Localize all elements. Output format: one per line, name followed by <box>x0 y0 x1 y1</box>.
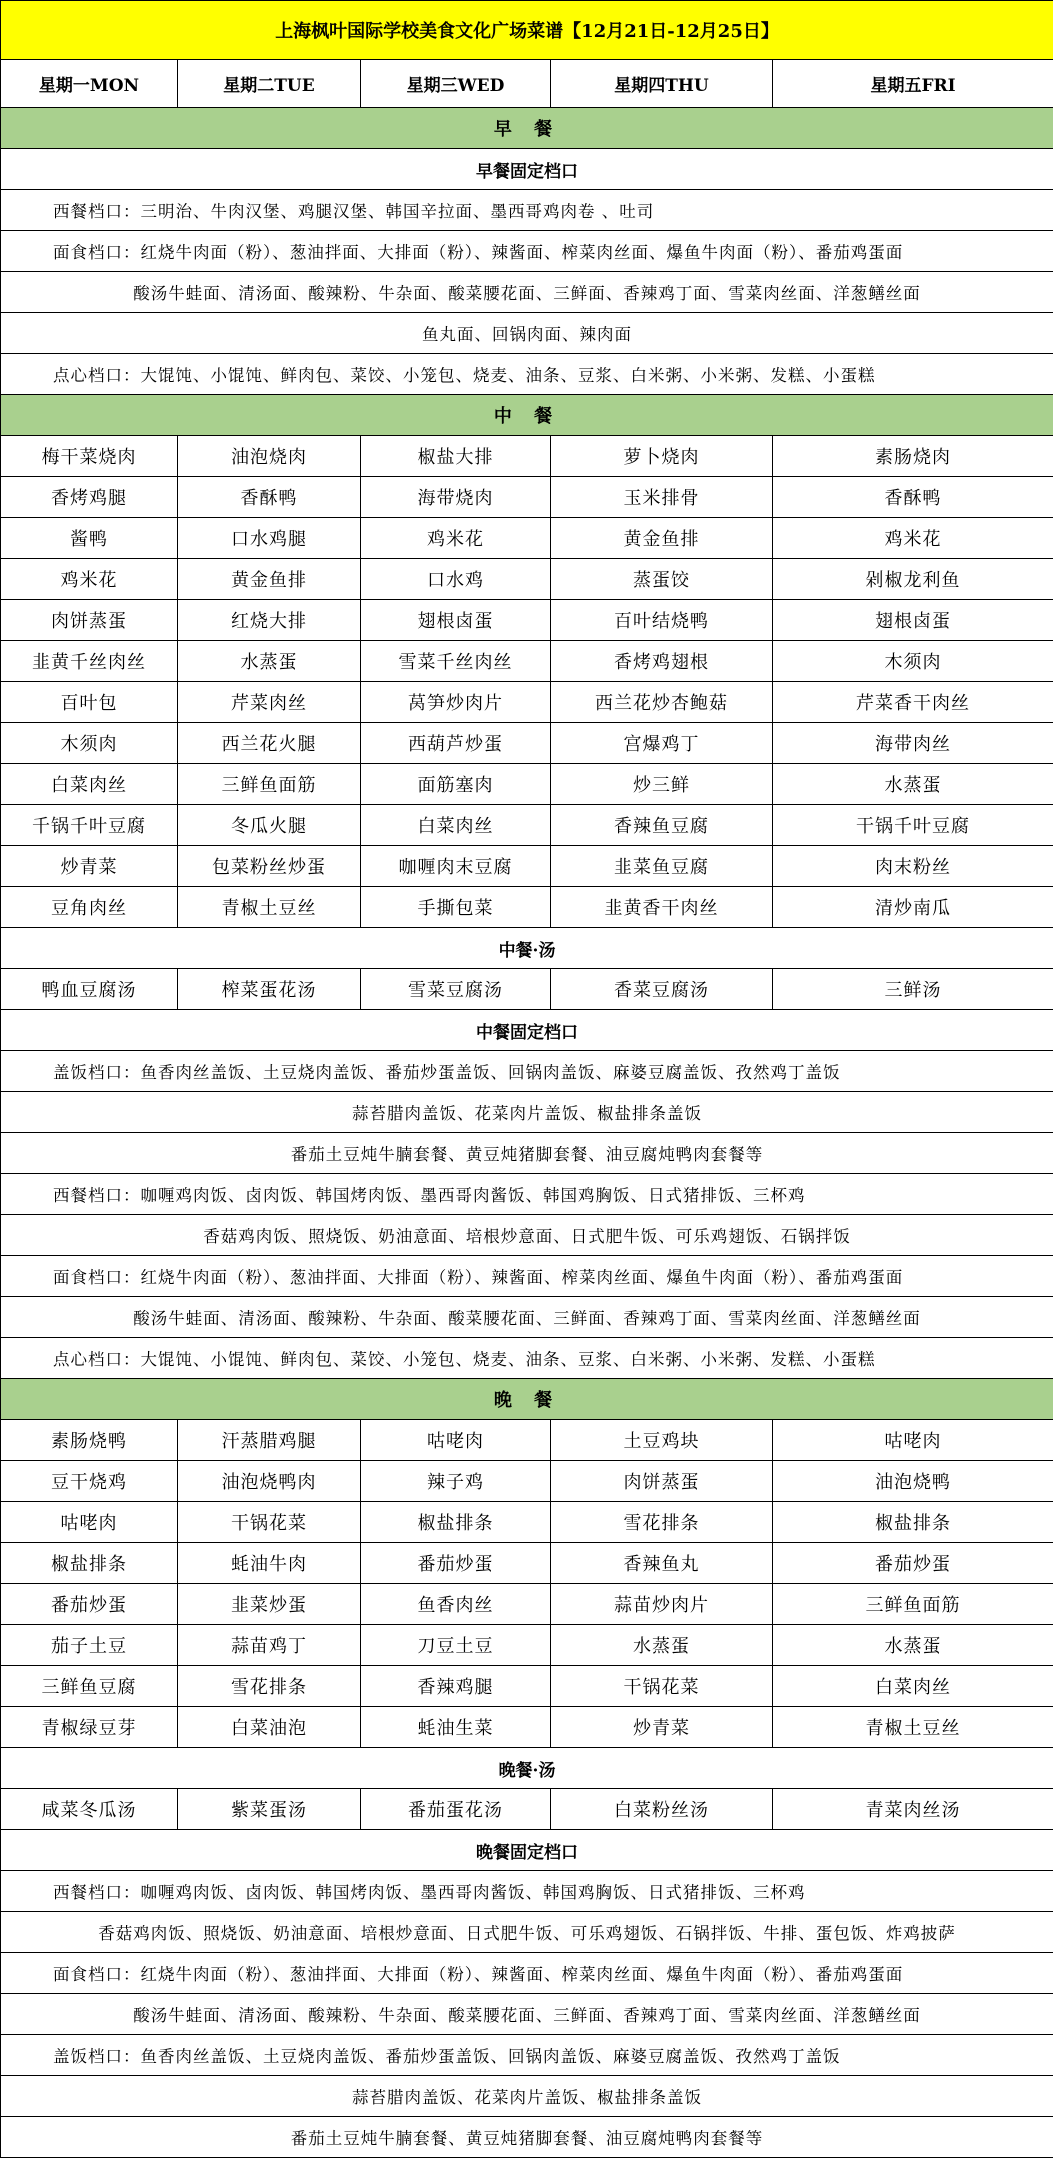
lunch-dish: 西兰花火腿 <box>178 723 361 764</box>
lunch-dish: 香烤鸡腿 <box>1 477 178 518</box>
lunch-soup: 三鲜汤 <box>773 969 1053 1010</box>
lunch-dish: 翅根卤蛋 <box>361 600 551 641</box>
dinner-dish: 青椒绿豆芽 <box>1 1707 178 1748</box>
lunch-dish-row <box>1 846 1053 887</box>
dinner-soup: 白菜粉丝汤 <box>551 1789 773 1830</box>
lunch-dish: 肉饼蒸蛋 <box>1 600 178 641</box>
lunch-dish: 面筋塞肉 <box>361 764 551 805</box>
dinner-dish: 土豆鸡块 <box>551 1420 773 1461</box>
breakfast-line: 酸汤牛蛙面、清汤面、酸辣粉、牛杂面、酸菜腰花面、三鲜面、香辣鸡丁面、雪菜肉丝面、洋葱鳝丝面 <box>1 272 1053 313</box>
lunch-dish: 素肠烧肉 <box>773 436 1053 477</box>
dinner-dish-row <box>1 1666 1053 1707</box>
dinner-dish: 水蒸蛋 <box>551 1625 773 1666</box>
lunch-dish-row <box>1 723 1053 764</box>
dinner-dish: 油泡烧鸭肉 <box>178 1461 361 1502</box>
lunch-line: 面食档口：红烧牛肉面（粉）、葱油拌面、大排面（粉）、辣酱面、榨菜肉丝面、爆鱼牛肉面（粉）、番茄鸡蛋面 <box>1 1256 1053 1297</box>
dinner-dish-row <box>1 1420 1053 1461</box>
lunch-dish: 韭菜鱼豆腐 <box>551 846 773 887</box>
lunch-dish: 水蒸蛋 <box>773 764 1053 805</box>
lunch-line: 蒜苔腊肉盖饭、花菜肉片盖饭、椒盐排条盖饭 <box>1 1092 1053 1133</box>
dinner-dish: 三鲜鱼面筋 <box>773 1584 1053 1625</box>
lunch-dish: 千锅千叶豆腐 <box>1 805 178 846</box>
dinner-line: 西餐档口：咖喱鸡肉饭、卤肉饭、韩国烤肉饭、墨西哥肉酱饭、韩国鸡胸饭、日式猪排饭、三杯鸡 <box>1 1871 1053 1912</box>
dinner-dish: 干锅花菜 <box>178 1502 361 1543</box>
dinner-dish: 三鲜鱼豆腐 <box>1 1666 178 1707</box>
lunch-dish: 萝卜烧肉 <box>551 436 773 477</box>
lunch-dish: 水蒸蛋 <box>178 641 361 682</box>
dinner-dish: 豆干烧鸡 <box>1 1461 178 1502</box>
dinner-soup: 紫菜蛋汤 <box>178 1789 361 1830</box>
dinner-line: 面食档口：红烧牛肉面（粉）、葱油拌面、大排面（粉）、辣酱面、榨菜肉丝面、爆鱼牛肉面（粉）、番茄鸡蛋面 <box>1 1953 1053 1994</box>
lunch-dish: 韭黄香干肉丝 <box>551 887 773 928</box>
breakfast-band: 早 餐 <box>1 108 1053 149</box>
lunch-dish: 口水鸡腿 <box>178 518 361 559</box>
dinner-dish: 蒜苗鸡丁 <box>178 1625 361 1666</box>
lunch-dish: 西兰花炒杏鲍菇 <box>551 682 773 723</box>
lunch-dish: 宫爆鸡丁 <box>551 723 773 764</box>
lunch-dish: 百叶结烧鸭 <box>551 600 773 641</box>
lunch-dish: 玉米排骨 <box>551 477 773 518</box>
dinner-dish: 雪花排条 <box>178 1666 361 1707</box>
dinner-dish: 香辣鸡腿 <box>361 1666 551 1707</box>
dinner-dish-row <box>1 1625 1053 1666</box>
dinner-dish: 油泡烧鸭 <box>773 1461 1053 1502</box>
lunch-dish: 翅根卤蛋 <box>773 600 1053 641</box>
dinner-dish: 干锅花菜 <box>551 1666 773 1707</box>
lunch-line: 酸汤牛蛙面、清汤面、酸辣粉、牛杂面、酸菜腰花面、三鲜面、香辣鸡丁面、雪菜肉丝面、洋葱鳝丝面 <box>1 1297 1053 1338</box>
lunch-soup: 鸭血豆腐汤 <box>1 969 178 1010</box>
lunch-soup: 雪菜豆腐汤 <box>361 969 551 1010</box>
lunch-dish: 油泡烧肉 <box>178 436 361 477</box>
lunch-dish-row <box>1 518 1053 559</box>
dinner-dish: 蚝油生菜 <box>361 1707 551 1748</box>
lunch-dish: 黄金鱼排 <box>178 559 361 600</box>
lunch-dish: 干锅千叶豆腐 <box>773 805 1053 846</box>
dinner-dish: 素肠烧鸭 <box>1 1420 178 1461</box>
dinner-dish: 咕咾肉 <box>361 1420 551 1461</box>
lunch-dish: 木须肉 <box>1 723 178 764</box>
dinner-line: 盖饭档口：鱼香肉丝盖饭、土豆烧肉盖饭、番茄炒蛋盖饭、回锅肉盖饭、麻婆豆腐盖饭、孜然鸡丁盖饭 <box>1 2035 1053 2076</box>
lunch-line: 盖饭档口：鱼香肉丝盖饭、土豆烧肉盖饭、番茄炒蛋盖饭、回锅肉盖饭、麻婆豆腐盖饭、孜然鸡丁盖饭 <box>1 1051 1053 1092</box>
lunch-dish: 雪菜千丝肉丝 <box>361 641 551 682</box>
lunch-band: 中 餐 <box>1 395 1053 436</box>
lunch-dish: 青椒土豆丝 <box>178 887 361 928</box>
dinner-dish: 蚝油牛肉 <box>178 1543 361 1584</box>
dinner-dish: 青椒土豆丝 <box>773 1707 1053 1748</box>
dinner-dish: 雪花排条 <box>551 1502 773 1543</box>
lunch-dish-row <box>1 682 1053 723</box>
lunch-dish: 鸡米花 <box>361 518 551 559</box>
lunch-dish-row <box>1 436 1053 477</box>
lunch-dish-row <box>1 559 1053 600</box>
lunch-line: 番茄土豆炖牛腩套餐、黄豆炖猪脚套餐、油豆腐炖鸭肉套餐等 <box>1 1133 1053 1174</box>
dinner-dish: 番茄炒蛋 <box>361 1543 551 1584</box>
lunch-dish: 莴笋炒肉片 <box>361 682 551 723</box>
lunch-dish: 炒青菜 <box>1 846 178 887</box>
dinner-line: 酸汤牛蛙面、清汤面、酸辣粉、牛杂面、酸菜腰花面、三鲜面、香辣鸡丁面、雪菜肉丝面、洋葱鳝丝面 <box>1 1994 1053 2035</box>
lunch-dish: 木须肉 <box>773 641 1053 682</box>
dinner-dish: 白菜油泡 <box>178 1707 361 1748</box>
day-header-thu: 星期四THU <box>551 60 773 108</box>
dinner-dish: 番茄炒蛋 <box>1 1584 178 1625</box>
lunch-dish: 黄金鱼排 <box>551 518 773 559</box>
lunch-dish: 鸡米花 <box>1 559 178 600</box>
lunch-dish: 蒸蛋饺 <box>551 559 773 600</box>
dinner-dish: 椒盐排条 <box>361 1502 551 1543</box>
lunch-dish: 口水鸡 <box>361 559 551 600</box>
breakfast-line: 西餐档口：三明治、牛肉汉堡、鸡腿汉堡、韩国辛拉面、墨西哥鸡肉卷 、吐司 <box>1 190 1053 231</box>
dinner-dish: 炒青菜 <box>551 1707 773 1748</box>
lunch-dish: 白菜肉丝 <box>361 805 551 846</box>
dinner-fixed-title: 晚餐固定档口 <box>1 1830 1053 1871</box>
lunch-dish: 咖喱肉末豆腐 <box>361 846 551 887</box>
dinner-dish: 香辣鱼丸 <box>551 1543 773 1584</box>
lunch-dish-row <box>1 805 1053 846</box>
dinner-dish: 椒盐排条 <box>1 1543 178 1584</box>
lunch-dish: 冬瓜火腿 <box>178 805 361 846</box>
lunch-dish: 红烧大排 <box>178 600 361 641</box>
lunch-dish: 香酥鸭 <box>773 477 1053 518</box>
lunch-dish-row <box>1 887 1053 928</box>
dinner-dish: 椒盐排条 <box>773 1502 1053 1543</box>
breakfast-line: 面食档口：红烧牛肉面（粉）、葱油拌面、大排面（粉）、辣酱面、榨菜肉丝面、爆鱼牛肉面（粉）、番茄鸡蛋面 <box>1 231 1053 272</box>
dinner-dish: 肉饼蒸蛋 <box>551 1461 773 1502</box>
dinner-band: 晚 餐 <box>1 1379 1053 1420</box>
dinner-dish: 水蒸蛋 <box>773 1625 1053 1666</box>
breakfast-line: 点心档口：大馄饨、小馄饨、鲜肉包、菜饺、小笼包、烧麦、油条、豆浆、白米粥、小米粥、发糕、小蛋糕 <box>1 354 1053 395</box>
dinner-dish: 汗蒸腊鸡腿 <box>178 1420 361 1461</box>
lunch-dish: 鸡米花 <box>773 518 1053 559</box>
dinner-dish: 辣子鸡 <box>361 1461 551 1502</box>
day-header-fri: 星期五FRI <box>773 60 1053 108</box>
lunch-dish: 豆角肉丝 <box>1 887 178 928</box>
dinner-soup: 番茄蛋花汤 <box>361 1789 551 1830</box>
lunch-dish-row <box>1 764 1053 805</box>
lunch-soup: 香菜豆腐汤 <box>551 969 773 1010</box>
lunch-dish: 芹菜肉丝 <box>178 682 361 723</box>
lunch-dish: 清炒南瓜 <box>773 887 1053 928</box>
lunch-line: 点心档口：大馄饨、小馄饨、鲜肉包、菜饺、小笼包、烧麦、油条、豆浆、白米粥、小米粥、发糕、小蛋糕 <box>1 1338 1053 1379</box>
dinner-dish: 鱼香肉丝 <box>361 1584 551 1625</box>
dinner-dish: 咕咾肉 <box>773 1420 1053 1461</box>
dinner-dish: 白菜肉丝 <box>773 1666 1053 1707</box>
page-title: 上海枫叶国际学校美食文化广场菜谱【12月21日-12月25日】 <box>1 1 1053 60</box>
lunch-line: 西餐档口：咖喱鸡肉饭、卤肉饭、韩国烤肉饭、墨西哥肉酱饭、韩国鸡胸饭、日式猪排饭、三杯鸡 <box>1 1174 1053 1215</box>
lunch-line: 香菇鸡肉饭、照烧饭、奶油意面、培根炒意面、日式肥牛饭、可乐鸡翅饭、石锅拌饭 <box>1 1215 1053 1256</box>
lunch-dish: 韭黄千丝肉丝 <box>1 641 178 682</box>
lunch-dish: 三鲜鱼面筋 <box>178 764 361 805</box>
day-header-mon: 星期一MON <box>1 60 178 108</box>
lunch-dish: 芹菜香干肉丝 <box>773 682 1053 723</box>
lunch-dish: 海带烧肉 <box>361 477 551 518</box>
lunch-dish: 香烤鸡翅根 <box>551 641 773 682</box>
dinner-soup-title: 晚餐·汤 <box>1 1748 1053 1789</box>
lunch-dish: 西葫芦炒蛋 <box>361 723 551 764</box>
lunch-dish: 手撕包菜 <box>361 887 551 928</box>
dinner-dish: 咕咾肉 <box>1 1502 178 1543</box>
lunch-dish: 海带肉丝 <box>773 723 1053 764</box>
dinner-dish: 蒜苗炒肉片 <box>551 1584 773 1625</box>
dinner-dish-row <box>1 1584 1053 1625</box>
lunch-dish: 香酥鸭 <box>178 477 361 518</box>
breakfast-fixed-title: 早餐固定档口 <box>1 149 1053 190</box>
dinner-dish-row <box>1 1502 1053 1543</box>
lunch-dish-row <box>1 477 1053 518</box>
dinner-dish: 刀豆土豆 <box>361 1625 551 1666</box>
lunch-dish: 酱鸭 <box>1 518 178 559</box>
dinner-dish-row <box>1 1707 1053 1748</box>
dinner-line: 香菇鸡肉饭、照烧饭、奶油意面、培根炒意面、日式肥牛饭、可乐鸡翅饭、石锅拌饭、牛排、蛋包饭、炸鸡披萨 <box>1 1912 1053 1953</box>
dinner-soup: 青菜肉丝汤 <box>773 1789 1053 1830</box>
dinner-line: 番茄土豆炖牛腩套餐、黄豆炖猪脚套餐、油豆腐炖鸭肉套餐等 <box>1 2117 1053 2158</box>
breakfast-line: 鱼丸面、回锅肉面、辣肉面 <box>1 313 1053 354</box>
lunch-dish: 香辣鱼豆腐 <box>551 805 773 846</box>
lunch-dish: 炒三鲜 <box>551 764 773 805</box>
day-header-wed: 星期三WED <box>361 60 551 108</box>
lunch-dish: 梅干菜烧肉 <box>1 436 178 477</box>
lunch-dish: 白菜肉丝 <box>1 764 178 805</box>
dinner-dish-row <box>1 1543 1053 1584</box>
dinner-soup: 咸菜冬瓜汤 <box>1 1789 178 1830</box>
lunch-soup: 榨菜蛋花汤 <box>178 969 361 1010</box>
lunch-dish: 肉末粉丝 <box>773 846 1053 887</box>
lunch-dish: 椒盐大排 <box>361 436 551 477</box>
dinner-dish: 韭菜炒蛋 <box>178 1584 361 1625</box>
lunch-dish-row <box>1 641 1053 682</box>
dinner-dish-row <box>1 1461 1053 1502</box>
lunch-dish: 百叶包 <box>1 682 178 723</box>
lunch-dish-row <box>1 600 1053 641</box>
lunch-fixed-title: 中餐固定档口 <box>1 1010 1053 1051</box>
lunch-dish: 包菜粉丝炒蛋 <box>178 846 361 887</box>
dinner-line: 蒜苔腊肉盖饭、花菜肉片盖饭、椒盐排条盖饭 <box>1 2076 1053 2117</box>
dinner-dish: 番茄炒蛋 <box>773 1543 1053 1584</box>
lunch-dish: 剁椒龙利鱼 <box>773 559 1053 600</box>
lunch-soup-title: 中餐·汤 <box>1 928 1053 969</box>
dinner-dish: 茄子土豆 <box>1 1625 178 1666</box>
day-header-tue: 星期二TUE <box>178 60 361 108</box>
